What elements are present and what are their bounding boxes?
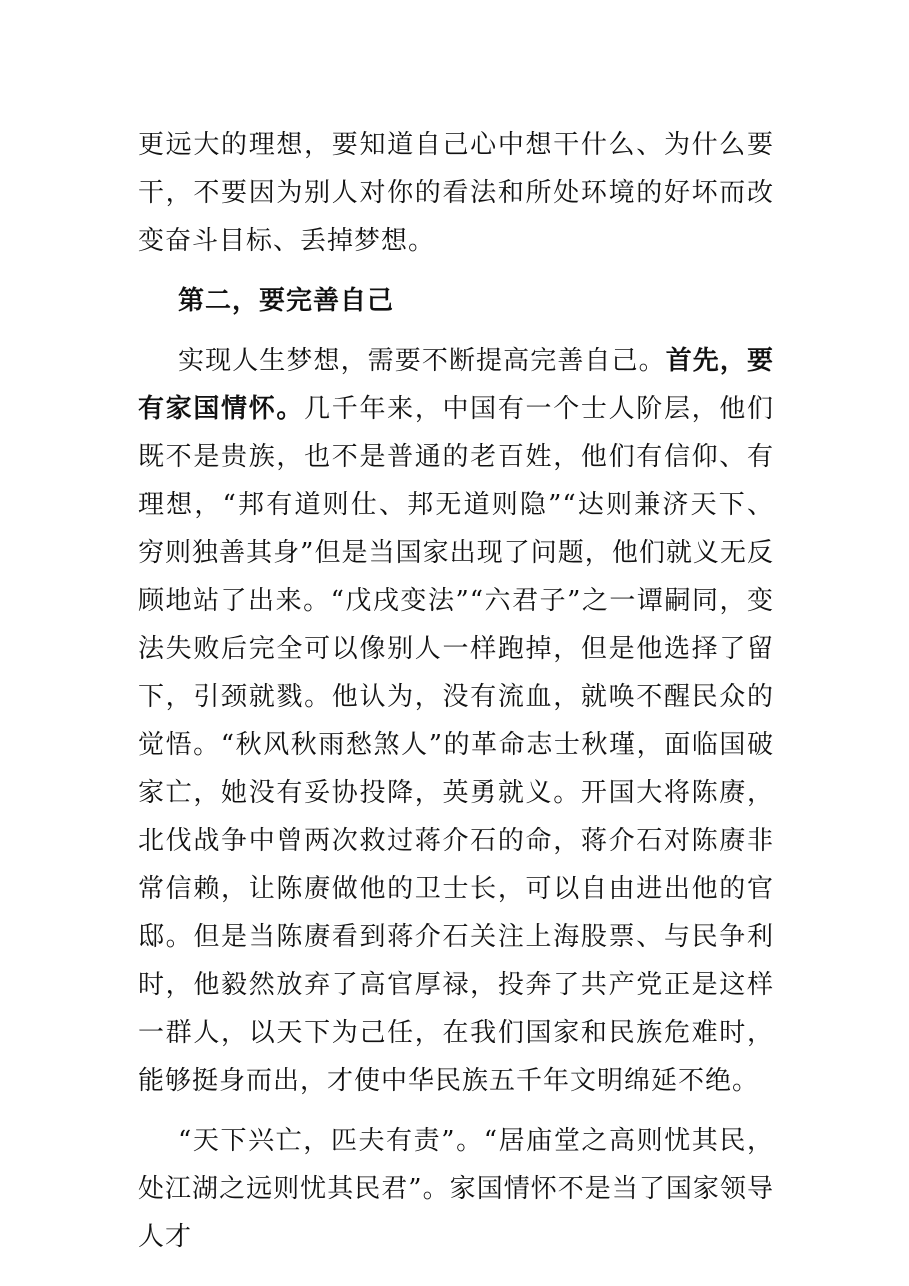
paragraph-continuation: 更远大的理想，要知道自己心中想干什么、为什么要干，不要因为别人对你的看法和所处环境的好坏而改变奋斗目标、丢掉梦想。	[138, 130, 774, 256]
emphasis-text: 首先，要有家国情怀。	[138, 346, 774, 424]
section-heading: 第二，要完善自己	[178, 286, 395, 316]
paragraph-quotes: “天下兴亡，匹夫有责”。“居庙堂之高则忧其民，处江湖之远则忧其民君”。家国情怀不是当了国家领导人才	[138, 1126, 774, 1252]
paragraph-body-text: 几千年来，中国有一个士人阶层，他们既不是贵族，也不是普通的老百姓，他们有信仰、有理想，“邦有道则仕、邦无道则隐”“达则兼济天下、穷则独善其身”但是当国家出现了问题，他们就义无反顾地站了出来。“戊戌变法”“六君子”之一谭嗣同，变法失败后完全可以像别人一样跑掉，但是他选择了留下，引颈就戮。他认为，没有流血，就唤不醒民众的觉悟。“秋风秋雨愁煞人”的革命志士秋瑾，面临国破家亡，她没有妥协投降，英勇就义。开国大将陈赓，北伐战争中曾两次救过蒋介石的命，蒋介石对陈赓非常信赖，让陈赓做他的卫士长，可以自由进出他的官邸。但是当陈赓看到蒋介石关注上海股票、与民争利时，他毅然放弃了高官厚禄，投奔了共产党正是这样一群人，以天下为己任，在我们国家和民族危难时，能够挺身而出，才使中华民族五千年文明绵延不绝。	[138, 394, 774, 1096]
paragraph-lead-text: 实现人生梦想，需要不断提高完善自己。	[178, 346, 666, 376]
paragraph-family-country	[138, 337, 774, 1105]
document-body	[138, 121, 774, 1261]
